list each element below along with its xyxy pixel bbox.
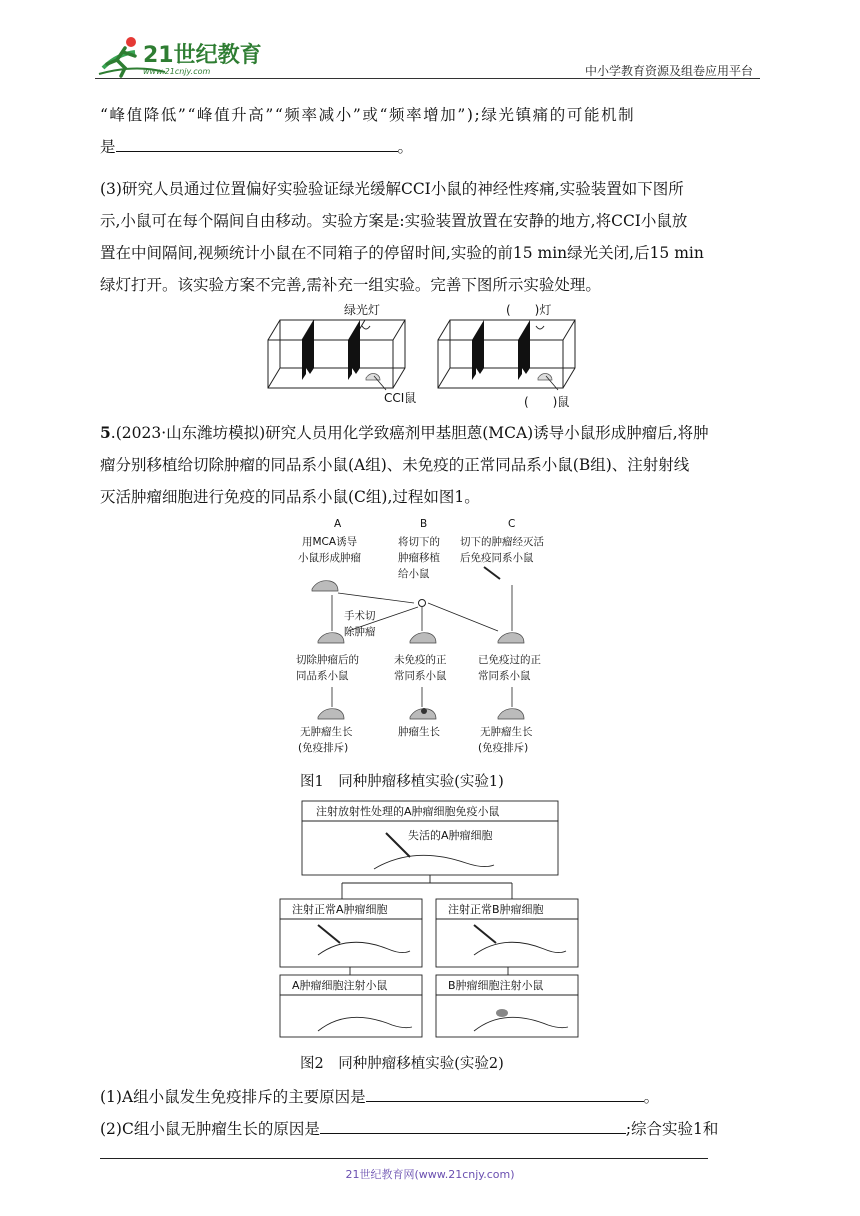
- fig1-cut-l2: 除肿瘤: [344, 626, 376, 638]
- syringe-icon: [484, 567, 500, 579]
- answer-blank-s2[interactable]: [320, 1115, 626, 1134]
- fig1-mid-b-l1: 未免疫的正: [394, 654, 447, 666]
- q5-sub2: [100, 1113, 765, 1145]
- logo-runner-icon: [95, 34, 270, 80]
- q4-p3-l2: 示,小鼠可在每个隔间自由移动。实验方案是:实验装置放置在安静的地方,将CCI小鼠放: [100, 212, 688, 230]
- mouse-icon: [318, 633, 344, 643]
- fig1-mid-c-l2: 常同系小鼠: [478, 670, 531, 682]
- fig1-b-l3: 给小鼠: [398, 568, 430, 580]
- fig2-top-title: 注射放射性处理的A肿瘤细胞免疫小鼠: [316, 805, 500, 818]
- q5-line2: 瘤分别移植给切除肿瘤的同品系小鼠(A组)、未免疫的正常同品系小鼠(B组)、注射射线: [100, 456, 690, 474]
- q5-line1: [100, 417, 765, 449]
- q5-sub2-suffix: ;综合实验1和: [625, 1120, 719, 1138]
- fig1-bot-a-l1: 无肿瘤生长: [300, 726, 353, 738]
- answer-blank-mechanism[interactable]: [116, 133, 398, 152]
- q5-sub1-prefix: (1)A组小鼠发生免疫排斥的主要原因是: [100, 1088, 366, 1106]
- fig2-right-mid: 注射正常B肿瘤细胞: [448, 903, 544, 916]
- syringe-icon: [386, 833, 410, 857]
- mouse-icon: [498, 709, 524, 719]
- mouse-icon: [498, 633, 524, 643]
- box-left: [268, 320, 405, 388]
- mouse-outline-icon: [318, 942, 410, 955]
- q5-line3: 灭活肿瘤细胞进行免疫的同品系小鼠(C组),过程如图1。: [100, 488, 480, 506]
- mouse-icon: [538, 374, 552, 381]
- box-right: [438, 320, 575, 388]
- fig1-caption: 图1 同种肿瘤移植实验(实验1): [300, 774, 504, 790]
- syringe-icon: [474, 925, 496, 943]
- q4-line2-suffix: 。: [397, 138, 414, 156]
- fig1-mid-c-l1: 已免疫过的正: [478, 654, 541, 666]
- fig1-mid-a-l2: 同品系小鼠: [296, 670, 349, 682]
- footer-text: 21世纪教育网(www.21cnjy.com): [345, 1168, 515, 1181]
- fig1-a-l1: 用MCA诱导: [302, 536, 358, 548]
- mouse-icon: [366, 374, 380, 381]
- q4-p3-l3: 置在中间隔间,视频统计小鼠在不同箱子的停留时间,实验的前15 min绿光关闭,后15 min: [100, 244, 704, 262]
- fig1-bot-c-l1: 无肿瘤生长: [480, 726, 533, 738]
- q5-number: 5: [100, 423, 111, 442]
- fig1-col-b: B: [420, 518, 428, 530]
- logo-text: 21世纪教育: [143, 43, 262, 68]
- q5-line1-text: .(2023·山东潍坊模拟)研究人员用化学致癌剂甲基胆蒽(MCA)诱导小鼠形成肿瘤后,将肿: [110, 424, 709, 442]
- place-preference-diagram: [262, 302, 602, 410]
- fig1-b-l2: 肿瘤移植: [398, 552, 440, 564]
- fig1-mid-b-l2: 常同系小鼠: [394, 670, 447, 682]
- fig1-cut-l1: 手术切: [344, 610, 376, 622]
- q4-line2-prefix: 是: [100, 138, 116, 156]
- mouse-icon: [312, 581, 338, 591]
- tumor-icon: [419, 600, 426, 607]
- answer-blank-s1[interactable]: [366, 1083, 644, 1102]
- figure-1: [288, 515, 568, 765]
- fig1-col-a: A: [334, 518, 342, 530]
- box-left-light-label: 绿光灯: [344, 303, 381, 317]
- q5-sub2-prefix: (2)C组小鼠无肿瘤生长的原因是: [100, 1120, 320, 1138]
- header-divider: [95, 78, 760, 79]
- fig1-bot-b: 肿瘤生长: [398, 726, 440, 738]
- footer-divider: [100, 1158, 708, 1159]
- fig1-a-l2: 小鼠形成肿瘤: [298, 552, 361, 564]
- q4-line2: [100, 131, 760, 163]
- fig2-top-label: 失活的A肿瘤细胞: [408, 829, 493, 842]
- tumor-icon: [496, 1009, 508, 1017]
- site-logo: [95, 34, 270, 80]
- fig2-left-bot: A肿瘤细胞注射小鼠: [292, 979, 388, 992]
- mouse-outline-icon: [374, 855, 494, 869]
- tumor-icon: [421, 708, 427, 714]
- fig2-right-bot: B肿瘤细胞注射小鼠: [448, 979, 544, 992]
- mouse-outline-icon: [318, 1017, 412, 1031]
- mouse-icon: [318, 709, 344, 719]
- fig1-b-l1: 将切下的: [398, 536, 440, 548]
- mouse-icon: [410, 633, 436, 643]
- q5-sub1-suffix: 。: [643, 1088, 660, 1106]
- fig1-c-l1: 切下的肿瘤经灭活: [460, 536, 544, 548]
- fig1-col-c: C: [508, 518, 516, 530]
- fig2-caption: 图2 同种肿瘤移植实验(实验2): [300, 1056, 504, 1072]
- box-left-mouse-label: CCI鼠: [384, 391, 417, 405]
- q4-p3-l1: (3)研究人员通过位置偏好实验验证绿光缓解CCI小鼠的神经性疼痛,实验装置如下图所: [100, 180, 684, 198]
- figure-2: [278, 799, 580, 1041]
- fig1-bot-c-l2: (免疫排斥): [478, 742, 529, 754]
- mouse-outline-icon: [474, 1017, 568, 1031]
- q4-p3-l4: 绿灯打开。该实验方案不完善,需补充一组实验。完善下图所示实验处理。: [100, 276, 601, 294]
- fig1-bot-a-l2: (免疫排斥): [298, 742, 349, 754]
- q4-line1: “峰值降低”“峰值升高”“频率减小”或“频率增加”);绿光镇痛的可能机制: [100, 106, 636, 124]
- q5-sub1: [100, 1081, 765, 1113]
- box-right-mouse-label: ( )鼠: [524, 395, 570, 409]
- logo-url: www.21cnjy.com: [143, 67, 211, 76]
- fig2-left-mid: 注射正常A肿瘤细胞: [292, 903, 388, 916]
- fig1-mid-a-l1: 切除肿瘤后的: [296, 654, 359, 666]
- fig1-c-l2: 后免疫同系小鼠: [460, 552, 534, 564]
- syringe-icon: [318, 925, 340, 943]
- box-right-light-label: ( )灯: [506, 303, 552, 317]
- platform-name: 中小学教育资源及组卷应用平台: [584, 64, 753, 78]
- mouse-outline-icon: [474, 942, 566, 955]
